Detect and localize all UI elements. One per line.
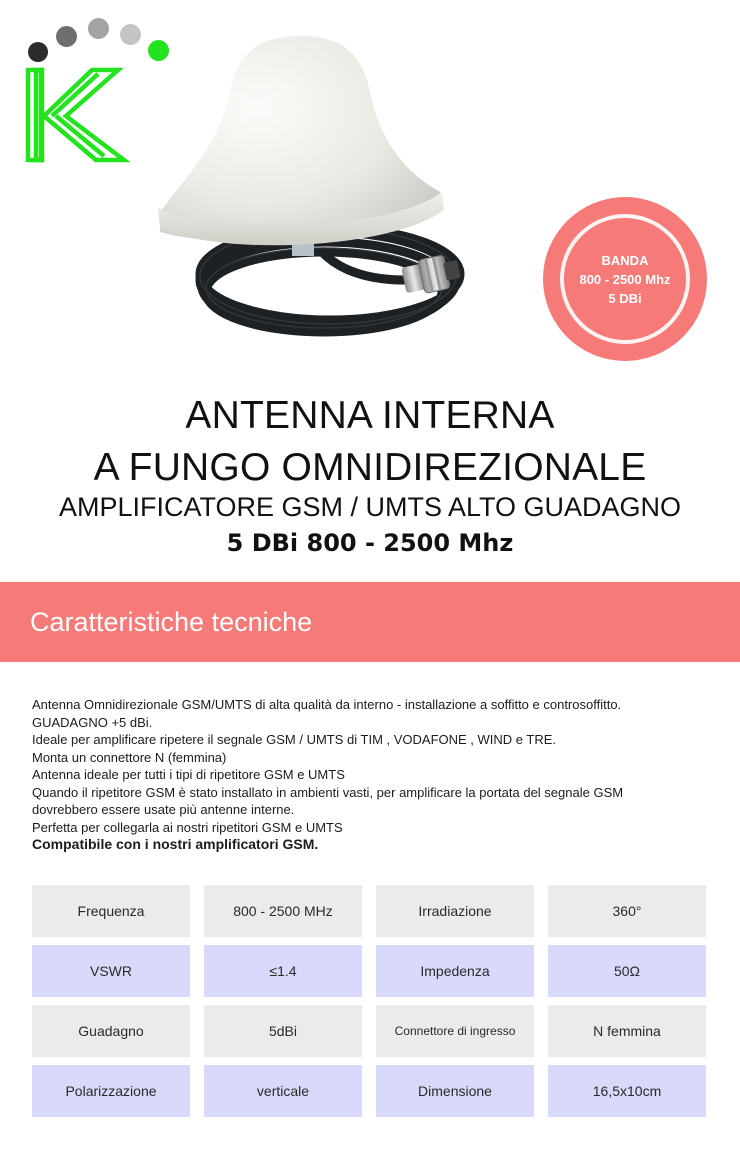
description-line: Ideale per amplificare ripetere il segnale GSM / UMTS di TIM , VODAFONE , WIND e TRE.: [32, 732, 557, 747]
spec-value: 16,5x10cm: [548, 1065, 706, 1117]
spec-value: N femmina: [548, 1005, 706, 1057]
spec-label: Guadagno: [32, 1005, 190, 1057]
badge-line-1: BANDA: [601, 252, 649, 268]
description-line: GUADAGNO +5 dBi.: [32, 714, 153, 730]
specs-row: [32, 1065, 708, 1117]
spec-value: 5dBi: [204, 1005, 362, 1057]
spec-headline: 5 DBi 800 - 2500 Mhz: [226, 529, 514, 557]
spec-label: Irradiazione: [376, 885, 534, 937]
description-line: dovrebbero essere usate più antenne interne.: [32, 802, 295, 817]
specs-table: [32, 885, 708, 1125]
badge-line-2: 800 - 2500 Mhz: [579, 271, 671, 287]
spec-value: ≤1.4: [204, 945, 362, 997]
specs-row: [32, 1005, 708, 1057]
specs-row: [32, 885, 708, 937]
description-line: Antenna ideale per tutti i tipi di ripetitore GSM e UMTS: [32, 767, 345, 782]
k-letter-icon: [22, 64, 132, 164]
spec-label: Frequenza: [32, 885, 190, 937]
compatibility-note: Compatibile con i nostri amplificatori GSM.: [32, 836, 319, 852]
spec-label: Dimensione: [376, 1065, 534, 1117]
section-header-band: [0, 582, 740, 662]
description-line: Antenna Omnidirezionale GSM/UMTS di alta qualità da interno - installazione a soffitto e controsoffitto.: [32, 697, 622, 712]
band-badge-ring: [560, 214, 690, 344]
spec-label: Impedenza: [376, 945, 534, 997]
antenna-product-image: [150, 22, 480, 342]
page-title-line-1: ANTENNA INTERNA: [185, 394, 555, 437]
spec-value: 50Ω: [548, 945, 706, 997]
spec-label: VSWR: [32, 945, 190, 997]
logo-dot-4: [120, 24, 141, 45]
page-subtitle: AMPLIFICATORE GSM / UMTS ALTO GUADAGNO: [58, 492, 682, 522]
specs-row: [32, 945, 708, 997]
band-badge: [543, 197, 707, 361]
product-description: [32, 696, 722, 854]
spec-label: Polarizzazione: [32, 1065, 190, 1117]
description-line: Perfetta per collegarla ai nostri ripetitori GSM e UMTS: [32, 819, 343, 835]
logo-dot-1: [28, 42, 48, 62]
spec-value: 360°: [548, 885, 706, 937]
logo-dot-3: [88, 18, 109, 39]
section-title: Caratteristiche tecniche: [30, 607, 313, 637]
page-title-line-2: A FUNGO OMNIDIREZIONALE: [93, 446, 647, 489]
spec-label: Connettore di ingresso: [376, 1005, 534, 1057]
spec-value: verticale: [204, 1065, 362, 1117]
description-line: Monta un connettore N (femmina): [32, 749, 227, 765]
badge-line-3: 5 DBi: [608, 290, 642, 306]
logo-dot-2: [56, 26, 77, 47]
description-line: Quando il ripetitore GSM è stato installato in ambienti vasti, per amplificare la portata del segnale GSM: [32, 784, 624, 800]
spec-value: 800 - 2500 MHz: [204, 885, 362, 937]
